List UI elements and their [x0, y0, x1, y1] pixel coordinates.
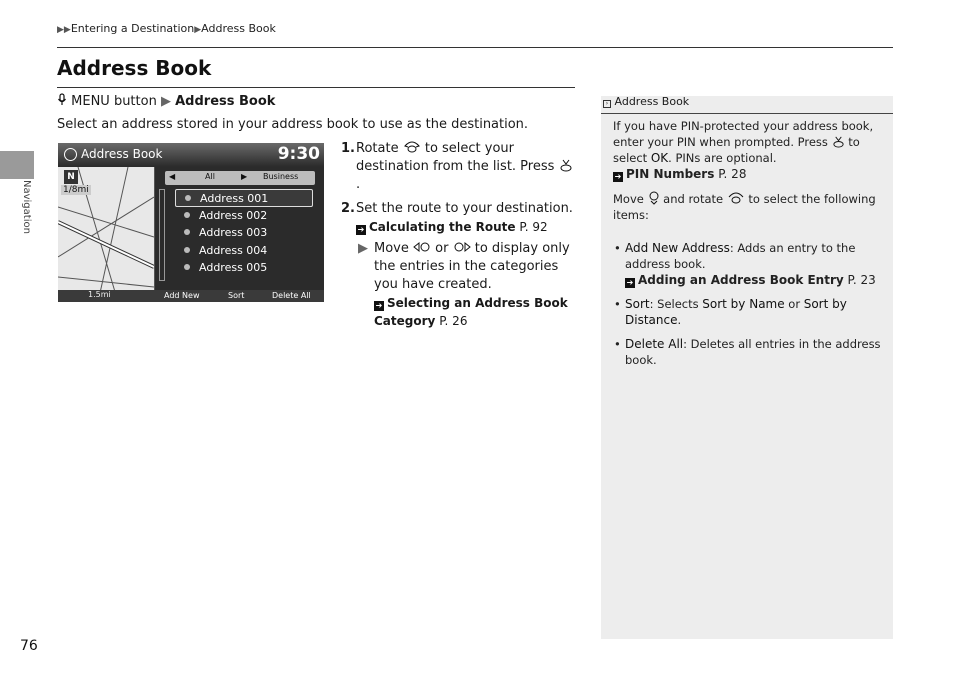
screen-map — [58, 167, 154, 302]
screen-header — [58, 143, 324, 167]
page-title: Address Book — [57, 56, 212, 80]
address-entry-label: Address 003 — [199, 226, 268, 239]
category-left-icon[interactable]: ◀ — [169, 172, 176, 181]
note-p2-text-b: and rotate — [663, 192, 724, 206]
step-1-text-b: to select your destination from the list. Press — [356, 141, 555, 174]
category-bar[interactable] — [165, 171, 315, 185]
sub-note-ref-title[interactable]: Selecting an Address Book Category — [374, 296, 568, 328]
press-knob-icon — [559, 158, 573, 172]
header-rule — [57, 47, 893, 48]
screen-list-panel — [154, 167, 324, 290]
entry-pin-icon — [184, 212, 190, 218]
rotate-knob-icon — [727, 191, 745, 205]
map-scale-top: 1/8mi — [63, 185, 89, 195]
sub-note-text-a: Move — [374, 241, 409, 256]
step-2-number: 2. — [341, 201, 355, 216]
address-entry-item[interactable] — [175, 207, 313, 225]
address-entry-item[interactable] — [175, 189, 313, 207]
note-paragraph-2 — [613, 191, 881, 223]
note-bullet-delete-all-text: : Deletes all entries in the address book. — [625, 337, 881, 367]
step-1-text-a: Rotate — [356, 141, 399, 156]
screen-button-bar — [58, 290, 324, 302]
instruction-steps — [341, 140, 575, 330]
intro-text: Select an address stored in your address book to use as the destination. — [57, 117, 529, 132]
step-2-ref-page: P. 92 — [519, 220, 548, 234]
step-1-number: 1. — [341, 141, 355, 156]
note-ref-pin-title[interactable]: PIN Numbers — [626, 167, 715, 181]
note-ref-pin-page: P. 28 — [718, 167, 747, 181]
note-bullet-add-new — [613, 240, 881, 288]
step-1-text-c: . — [356, 177, 361, 192]
note-p2-text-a: Move — [613, 192, 644, 206]
note-ref-add-entry-page: P. 23 — [847, 273, 876, 287]
side-tab — [0, 151, 34, 179]
breadcrumb-item-entering-destination[interactable]: Entering a Destination — [70, 22, 195, 35]
address-entry-list — [175, 189, 313, 277]
voice-mic-icon — [57, 93, 67, 106]
note-paragraph-1 — [613, 118, 881, 166]
menu-path-target: Address Book — [175, 94, 276, 109]
note-bullet-sort-name: Sort — [625, 297, 650, 311]
screen-title: Address Book — [81, 147, 163, 161]
step-2-sub-note — [341, 240, 575, 330]
note-sort-by-distance: Sort by Distance — [625, 297, 847, 327]
note-bullet-add-new-text: : Adds an entry to the address book. — [625, 241, 856, 271]
note-ok-label: OK — [650, 151, 669, 165]
address-entry-item[interactable] — [175, 224, 313, 242]
note-reference-pin[interactable] — [613, 166, 881, 182]
address-entry-label: Address 001 — [200, 192, 269, 205]
note-header-title: Address Book — [614, 95, 690, 108]
reference-arrow-icon: ➔ — [614, 172, 622, 181]
reference-arrow-icon: ➔ — [357, 225, 365, 234]
breadcrumb — [57, 22, 276, 35]
move-down-knob-icon — [648, 191, 660, 205]
note-bullet-delete-all-name: Delete All — [625, 337, 684, 351]
note-p2-text-c: to select the following items: — [613, 192, 876, 222]
sub-note-reference[interactable] — [374, 294, 575, 330]
sub-note-text-c: to display only the entries in the categories you have created. — [374, 241, 570, 292]
step-1 — [341, 140, 575, 194]
note-bullet-delete-all — [613, 336, 881, 368]
home-icon — [64, 148, 77, 161]
address-entry-label: Address 002 — [199, 208, 268, 222]
entry-pin-icon — [185, 195, 191, 201]
category-business[interactable]: Business — [263, 172, 299, 181]
entry-pin-icon — [184, 264, 190, 270]
add-new-button[interactable]: Add New — [164, 291, 200, 300]
note-bullet-sort-end: . — [677, 313, 682, 327]
breadcrumb-item-address-book[interactable]: Address Book — [201, 22, 276, 35]
step-2 — [341, 200, 575, 236]
step-2-ref-title[interactable]: Calculating the Route — [369, 220, 516, 234]
note-reference-add-entry[interactable] — [625, 272, 881, 288]
step-2-text: Set the route to your destination. — [356, 201, 573, 216]
menu-path-prefix: MENU button — [71, 94, 157, 109]
step-2-reference[interactable] — [356, 218, 575, 236]
note-bullet-sort-text-a: : Selects — [649, 297, 699, 311]
note-header-icon: › — [603, 100, 611, 108]
note-bullet-sort-or: or — [788, 297, 801, 311]
note-bullet-add-new-name: Add New Address — [625, 241, 730, 255]
list-scrollbar[interactable] — [159, 189, 165, 281]
note-header — [601, 96, 893, 114]
reference-arrow-icon: ➔ — [375, 301, 383, 310]
sort-button[interactable]: Sort — [228, 291, 245, 300]
move-right-icon — [453, 241, 471, 253]
nav-screen-image — [58, 143, 324, 302]
delete-all-button[interactable]: Delete All — [272, 291, 311, 300]
note-ref-add-entry-title[interactable]: Adding an Address Book Entry — [638, 273, 844, 287]
breadcrumb-separator: ▶ — [194, 25, 202, 35]
category-all[interactable]: All — [205, 172, 215, 181]
sub-note-arrow-icon: ▶ — [358, 241, 368, 256]
note-sort-by-name: Sort by Name — [702, 297, 785, 311]
rotate-knob-icon — [403, 140, 421, 154]
category-right-icon[interactable]: ▶ — [241, 172, 248, 181]
sub-note-ref-page: P. 26 — [439, 314, 468, 328]
menu-path — [57, 93, 275, 109]
map-scale-bottom: 1.5mi — [88, 290, 111, 299]
sidebar-note — [601, 96, 893, 639]
note-bullet-sort — [613, 296, 881, 328]
address-entry-item[interactable] — [175, 242, 313, 260]
entry-pin-icon — [184, 247, 190, 253]
note-p1-text-b: to select — [613, 135, 860, 165]
note-body — [613, 118, 881, 368]
sub-note-text-b: or — [435, 241, 449, 256]
page-number: 76 — [20, 638, 38, 654]
address-entry-label: Address 005 — [199, 261, 268, 274]
north-indicator: N — [64, 170, 78, 184]
screen-clock: 9:30 — [277, 144, 320, 164]
press-knob-icon — [832, 135, 845, 148]
address-entry-label: Address 004 — [199, 243, 268, 257]
menu-path-arrow: ▶ — [160, 94, 171, 109]
note-p1-text-c: . PINs are optional. — [668, 151, 777, 165]
address-entry-item[interactable] — [175, 259, 313, 277]
entry-pin-icon — [184, 229, 190, 235]
side-tab-label: Navigation — [21, 180, 32, 234]
note-p1-text-a: If you have PIN-protected your address book, enter your PIN when prompted. Press — [613, 119, 874, 149]
title-rule — [57, 87, 575, 88]
breadcrumb-marker: ▶▶ — [57, 25, 71, 35]
move-left-icon — [413, 241, 431, 253]
reference-arrow-icon: ➔ — [626, 278, 634, 287]
